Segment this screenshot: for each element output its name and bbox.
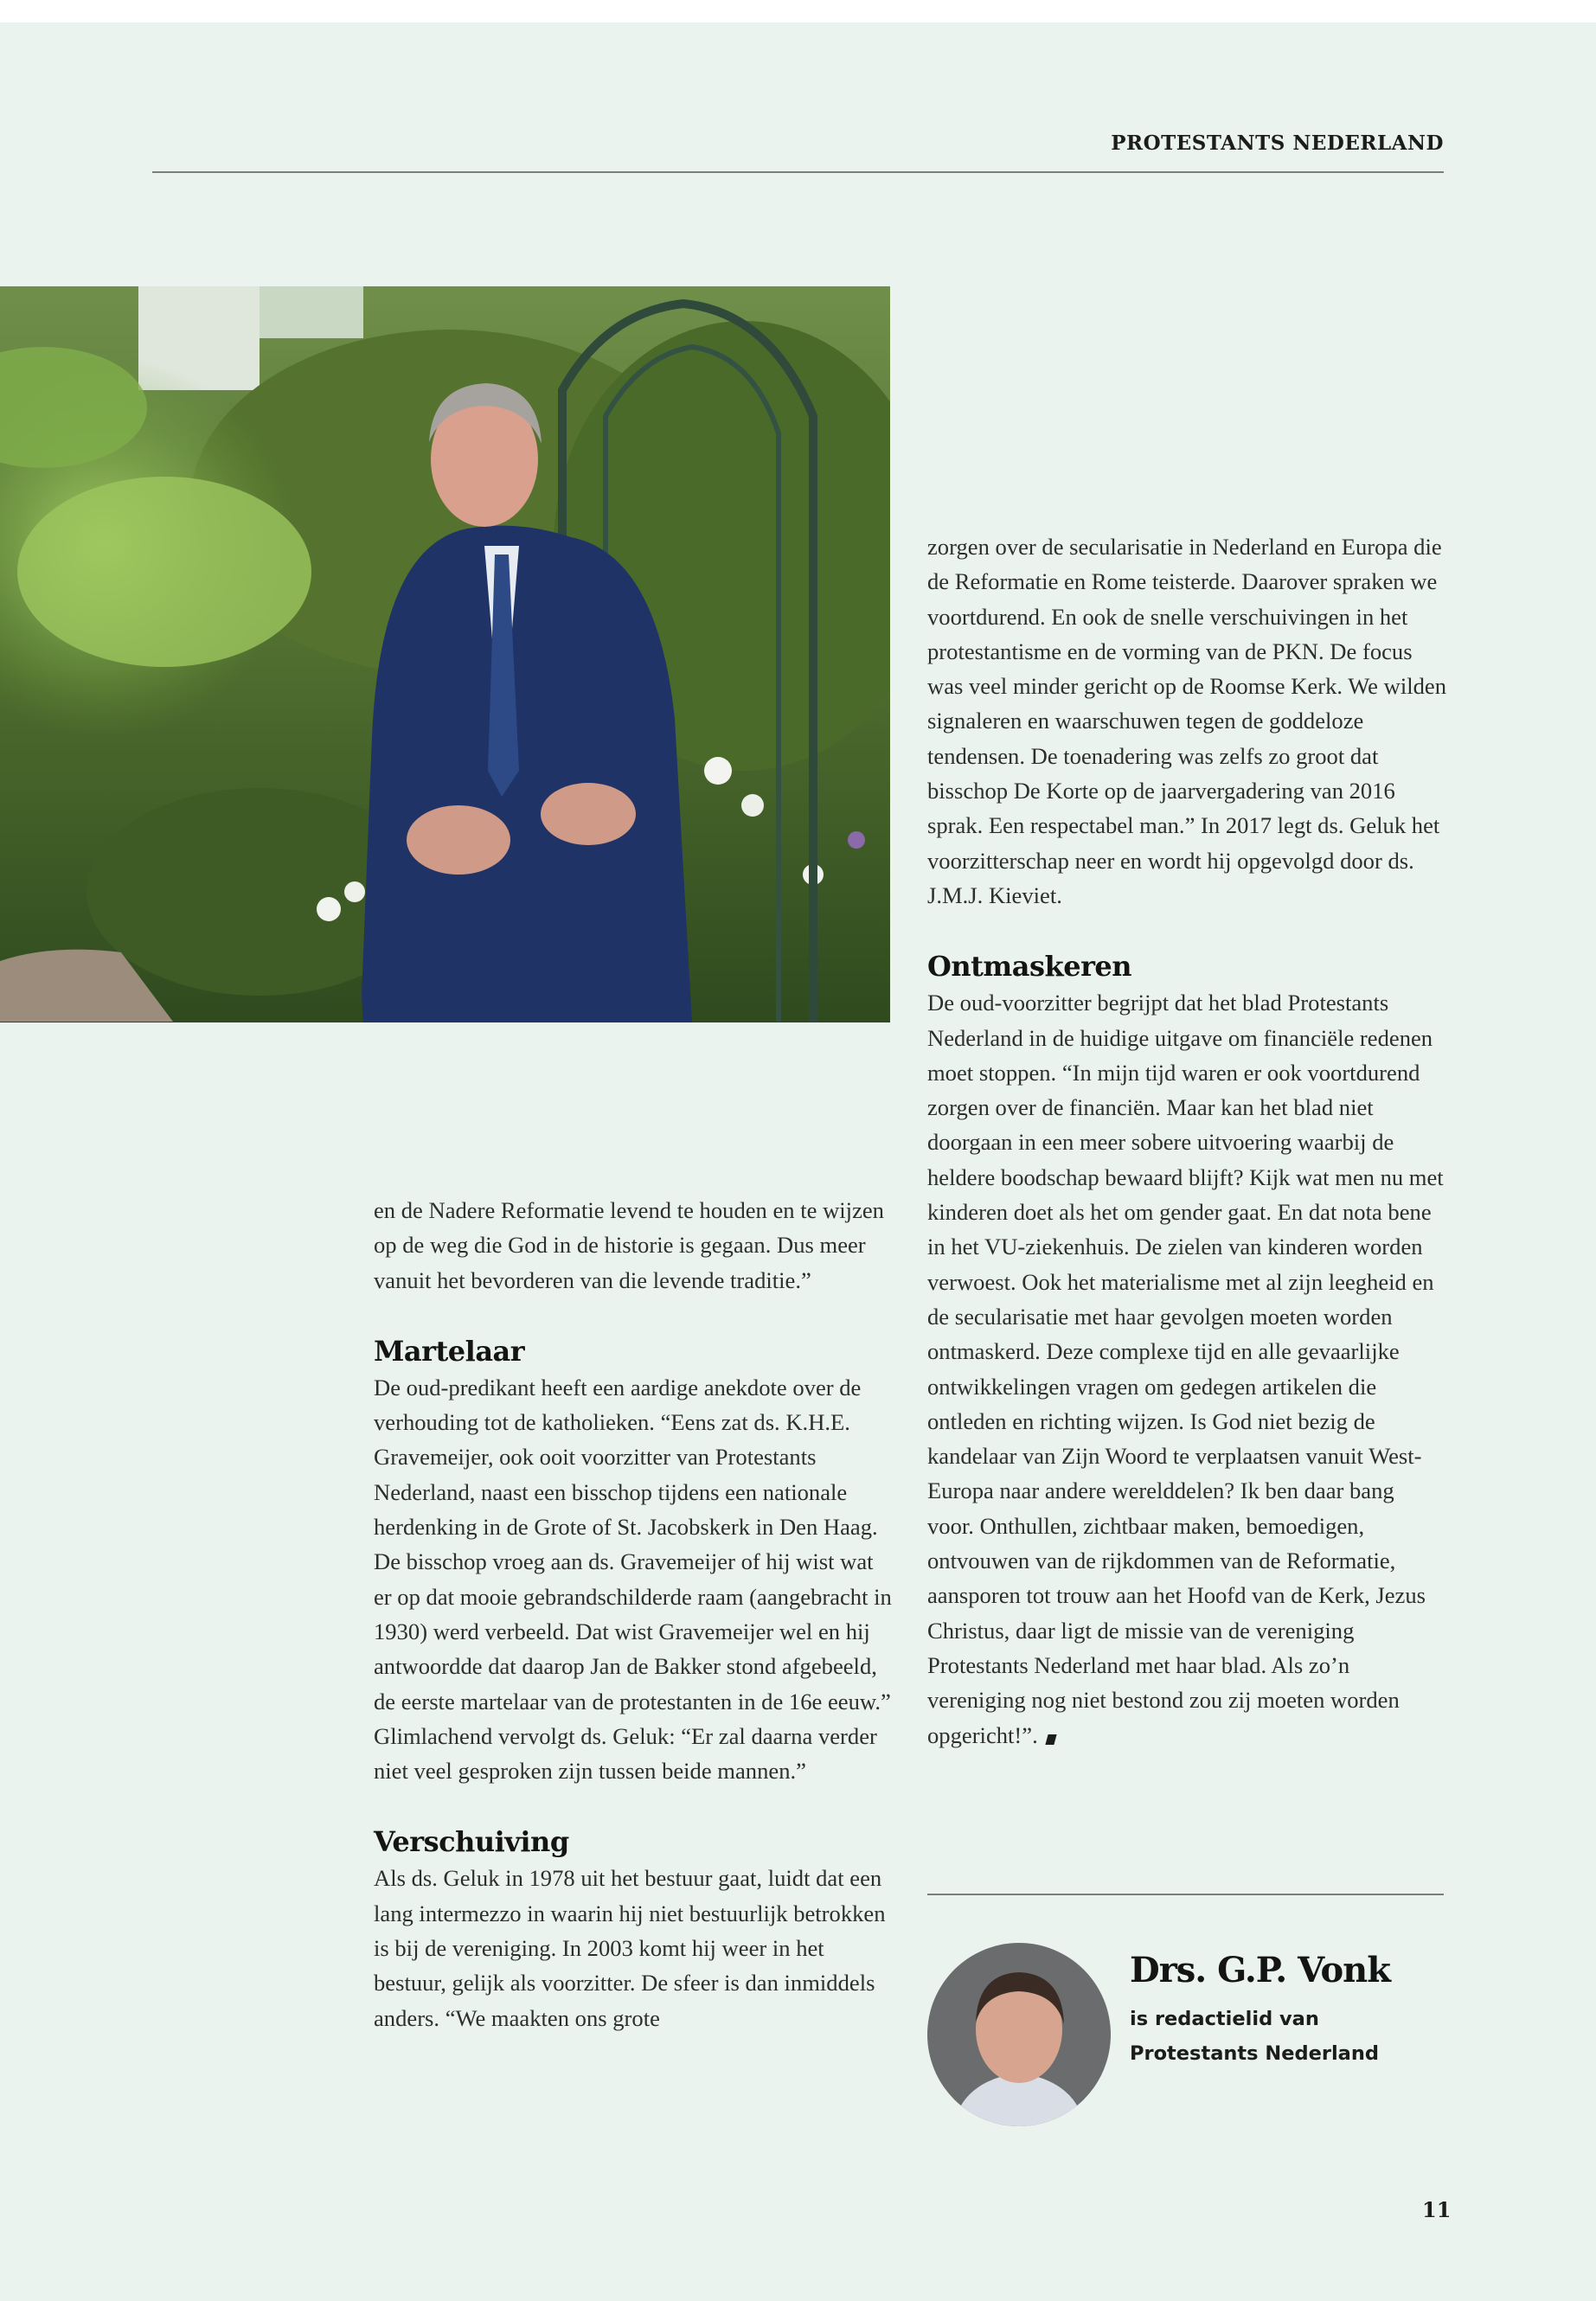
ontmaskeren-text: De oud-voorzitter begrijpt dat het blad Protestants Nederland in de huidige uitgave om financiële redenen moet stoppen. “In mijn tijd waren er ook voortdurend zorgen over de financiën. Maar kan het blad niet doorgaan in een meer sobere uitvoering waarbij de heldere boodschap bewaard blijft? Kijk wat men nu met kinderen doet als het om gender gaat. En dat nota bene in het VU-ziekenhuis. De zielen van kinderen worden verwoest. Ook het materialisme met al zijn leegheid en de secularisatie met haar gevolgen moeten worden ontmaskerd. Deze complexe tijd en alle gevaarlijke ontwikkelingen vragen om gedegen artikelen die ontleden en richting wijzen. Is God niet bezig de kandelaar van Zijn Woord te verplaatsen vanuit West-Europa naar andere werelddelen? Ik ben daar bang voor. Onthullen, zichtbaar maken, bemoedigen, ontvouwen van de rijkdommen van de Reformatie, aansporen tot trouw aan het Hoofd van de Kerk, Jezus Christus, daar ligt de missie van de vereniging Protestants Nederland met haar blad. Als zo’n vereniging nog niet bestond zou zij moeten worden opgericht!”. — [927, 990, 1444, 1748]
ontmaskeren-paragraph — [927, 985, 1446, 1753]
left-text-column — [374, 1193, 893, 2035]
martelaar-paragraph: De oud-predikant heeft een aardige anekdote over de verhouding tot de katholieken. “Eens zat ds. K.H.E. Gravemeijer, ook ooit voorzitter van Protestants Nederland, naast een bisschop tijdens een nationale herdenking in de Grote of St. Jacobskerk in Den Haag. De bisschop vroeg aan ds. Gravemeijer of hij wist wat er op dat mooie gebrandschilderde raam (aangebracht in 1930) werd verbeeld. Dat wist Gravemeijer wel en hij antwoordde dat daarop Jan de Bakker stond afgebeeld, de eerste martelaar van de protestanten in de 16e eeuw.” Glimlachend vervolgt ds. Geluk: “Er zal daarna verder niet veel gesproken zijn tussen beide mannen.” — [374, 1374, 892, 1785]
garden-portrait-image — [0, 286, 890, 1022]
author-divider — [927, 1894, 1444, 1895]
right-text-column — [927, 529, 1446, 1753]
author-avatar — [927, 1943, 1111, 2126]
author-name: Drs. G.P. Vonk — [1130, 1950, 1390, 1990]
heading-ontmaskeren: Ontmaskeren — [927, 950, 1132, 984]
author-portrait-image — [927, 1943, 1111, 2126]
page-number: 11 — [1422, 2197, 1452, 2222]
magazine-page — [0, 22, 1596, 2301]
section-header: PROTESTANTS NEDERLAND — [1111, 131, 1444, 155]
left-intro-paragraph: en de Nadere Reformatie levend te houden en te wijzen op de weg die God in de historie is gegaan. Dus meer vanuit het bevorderen van die levende traditie.” — [374, 1197, 884, 1293]
heading-verschuiving: Verschuiving — [374, 1825, 569, 1859]
main-photo — [0, 286, 890, 1022]
right-intro-paragraph: zorgen over de secularisatie in Nederland en Europa die de Reformatie en Rome teisterde. Daarover spraken we voortdurend. En ook de snelle verschuivingen in het protestantisme en de vorming van de PKN. De focus was veel minder gericht op de Roomse Kerk. We wilden signaleren en waarschuwen tegen de goddeloze tendensen. De toenadering was zelfs zo groot dat bisschop De Korte op de jaarvergadering van 2016 sprak. Een respectabel man.” In 2017 legt ds. Geluk het voorzitterschap neer en wordt hij opgevolgd door ds. J.M.J. Kieviet. — [927, 534, 1446, 908]
verschuiving-paragraph: Als ds. Geluk in 1978 uit het bestuur gaat, luidt dat een lang intermezzo in waarin hij niet bestuurlijk betrokken is bij de vereniging. In 2003 komt hij weer in het bestuur, gelijk als voorzitter. De sfeer is dan inmiddels anders. “We maakten ons grote — [374, 1865, 886, 2031]
author-role — [1130, 2002, 1379, 2071]
heading-martelaar: Martelaar — [374, 1334, 525, 1368]
header-divider — [152, 171, 1444, 173]
end-mark-icon — [1045, 1734, 1056, 1745]
author-role-line-2: Protestants Nederland — [1130, 2042, 1379, 2065]
author-role-line-1: is redactielid van — [1130, 2008, 1319, 2030]
